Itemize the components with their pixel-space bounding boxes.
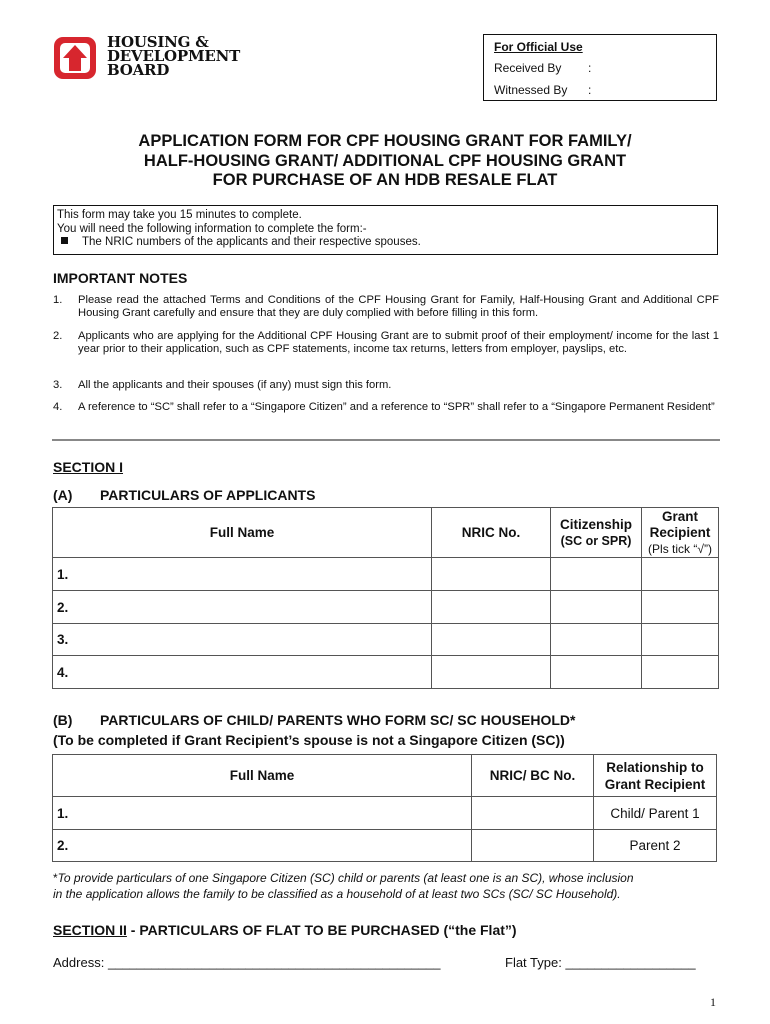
- citizenship-cell[interactable]: [551, 656, 642, 689]
- row-number: 2.: [53, 830, 472, 862]
- hdb-logo-icon: [52, 35, 98, 81]
- note-item: [53, 379, 719, 392]
- table-row: [53, 830, 717, 862]
- applicants-table: [52, 507, 719, 689]
- nric-bc-cell[interactable]: [472, 830, 594, 862]
- col-grant-line-2: Recipient: [649, 524, 711, 540]
- section-1a-title: PARTICULARS OF APPLICANTS: [100, 487, 316, 503]
- note-text: Applicants who are applying for the Additional CPF Housing Grant are to submit proof of their employment/ income for the last 1 year prior to their application, such as CPF statements, income tax returns, letters from employer, payslips, etc.: [78, 330, 719, 355]
- witnessed-by-label: Witnessed By: [494, 83, 568, 97]
- footnote-star: *: [53, 871, 58, 885]
- section-2-title: - PARTICULARS OF FLAT TO BE PURCHASED (“the Flat”): [126, 922, 517, 938]
- col-citizenship-line-2: (SC or SPR): [560, 533, 632, 548]
- section-2-heading: SECTION II: [53, 922, 127, 938]
- col-nric: NRIC No.: [432, 508, 551, 558]
- col-relationship-line-1: Relationship to: [606, 759, 704, 775]
- table-row: [53, 656, 719, 689]
- address-field[interactable]: [53, 955, 441, 970]
- citizenship-cell[interactable]: [551, 591, 642, 624]
- intro-bullet-text: The NRIC numbers of the applicants and their respective spouses.: [82, 236, 421, 248]
- col-citizenship: [551, 508, 642, 558]
- grant-cell[interactable]: [642, 656, 719, 689]
- table-row: [53, 591, 719, 624]
- logo-line-3: BOARD: [107, 61, 170, 79]
- col-relationship: [594, 755, 717, 797]
- note-number: 2.: [53, 330, 63, 342]
- note-text: All the applicants and their spouses (if any) must sign this form.: [78, 379, 392, 391]
- nric-cell[interactable]: [432, 624, 551, 656]
- official-use-title: For Official Use: [494, 40, 583, 54]
- note-item: [53, 294, 719, 320]
- page-number: 1: [710, 995, 716, 1009]
- note-number: 3.: [53, 379, 63, 391]
- section-1-heading: SECTION I: [53, 459, 124, 475]
- nric-cell[interactable]: [432, 656, 551, 689]
- row-number: 4.: [53, 656, 432, 689]
- note-item: [53, 330, 719, 356]
- address-blank[interactable]: ______________________________________________: [107, 955, 441, 970]
- table-row: [53, 797, 717, 830]
- hdb-logo-text: [107, 35, 240, 77]
- note-text: A reference to “SC” shall refer to a “Singapore Citizen” and a reference to “SPR” shall refer to a “Singapore Permanent Resident”: [78, 401, 715, 413]
- section-1b-label: (B): [53, 712, 73, 728]
- flat-type-label: Flat Type:: [505, 955, 562, 970]
- table-row: [53, 624, 719, 656]
- household-table: [52, 754, 717, 862]
- section-1b-subtitle: (To be completed if Grant Recipient’s spouse is not a Singapore Citizen (SC)): [53, 732, 565, 748]
- footnote-line-1: To provide particulars of one Singapore Citizen (SC) child or parents (at least one is an SC), whose inclusion: [57, 871, 634, 885]
- section-1b-title: PARTICULARS OF CHILD/ PARENTS WHO FORM SC/ SC HOUSEHOLD*: [100, 712, 576, 728]
- row-number: 3.: [53, 624, 432, 656]
- note-number: 4.: [53, 401, 63, 413]
- received-by-label: Received By: [494, 61, 562, 75]
- important-notes-heading: IMPORTANT NOTES: [53, 270, 188, 286]
- intro-line-2: You will need the following information to complete the form:-: [57, 222, 367, 235]
- grant-cell[interactable]: [642, 591, 719, 624]
- col-grant-line-1: Grant: [661, 508, 698, 524]
- note-number: 1.: [53, 294, 63, 306]
- note-text: Please read the attached Terms and Conditions of the CPF Housing Grant for Family, Half-Housing Grant and Additional CPF Housing Grant carefully and ensure that they are duly complied with before filling in this form.: [78, 294, 719, 319]
- col-full-name: Full Name: [53, 755, 472, 797]
- intro-bullet-item: [57, 236, 717, 250]
- title-line-3: FOR PURCHASE OF AN HDB RESALE FLAT: [212, 171, 558, 189]
- col-grant-line-3: (Pls tick “√”): [648, 541, 712, 556]
- intro-box: [53, 205, 718, 255]
- nric-cell[interactable]: [432, 591, 551, 624]
- col-citizenship-line-1: Citizenship: [559, 516, 632, 532]
- official-use-box: [483, 34, 717, 101]
- relationship-cell: Child/ Parent 1: [594, 797, 717, 830]
- logo-line-2: DEVELOPMENT: [107, 47, 241, 65]
- row-number: 2.: [53, 591, 432, 624]
- table-row: [53, 558, 719, 591]
- nric-bc-cell[interactable]: [472, 797, 594, 830]
- grant-cell[interactable]: [642, 558, 719, 591]
- household-header-row: [53, 755, 717, 797]
- citizenship-cell[interactable]: [551, 558, 642, 591]
- row-number: 1.: [53, 797, 472, 830]
- grant-cell[interactable]: [642, 624, 719, 656]
- bullet-icon: [61, 237, 68, 244]
- col-full-name: Full Name: [53, 508, 432, 558]
- nric-cell[interactable]: [432, 558, 551, 591]
- title-line-1: APPLICATION FORM FOR CPF HOUSING GRANT FOR FAMILY/: [138, 132, 632, 150]
- form-title: [60, 132, 710, 191]
- section-1a-label: (A): [53, 487, 73, 503]
- received-by-colon: :: [588, 61, 592, 75]
- citizenship-cell[interactable]: [551, 624, 642, 656]
- logo-line-1: HOUSING &: [107, 33, 209, 51]
- household-footnote: [53, 870, 723, 902]
- col-nric-bc: NRIC/ BC No.: [472, 755, 594, 797]
- intro-line-1: This form may take you 15 minutes to complete.: [57, 209, 302, 221]
- col-grant-recipient: [642, 508, 719, 558]
- applicants-header-row: [53, 508, 719, 558]
- witnessed-by-colon: :: [588, 83, 592, 97]
- relationship-cell: Parent 2: [594, 830, 717, 862]
- row-number: 1.: [53, 558, 432, 591]
- title-line-2: HALF-HOUSING GRANT/ ADDITIONAL CPF HOUSING GRANT: [143, 151, 627, 170]
- section-2-heading-row: [53, 922, 517, 938]
- col-relationship-line-2: Grant Recipient: [604, 776, 706, 792]
- flat-type-blank[interactable]: __________________: [565, 955, 696, 970]
- section-divider: [52, 439, 720, 441]
- note-item: [53, 401, 719, 414]
- address-label: Address:: [53, 955, 105, 970]
- flat-type-field[interactable]: [505, 955, 696, 970]
- footnote-line-2: in the application allows the family to be classified as a household of at least two SCs (SC/ SC Household).: [53, 887, 621, 901]
